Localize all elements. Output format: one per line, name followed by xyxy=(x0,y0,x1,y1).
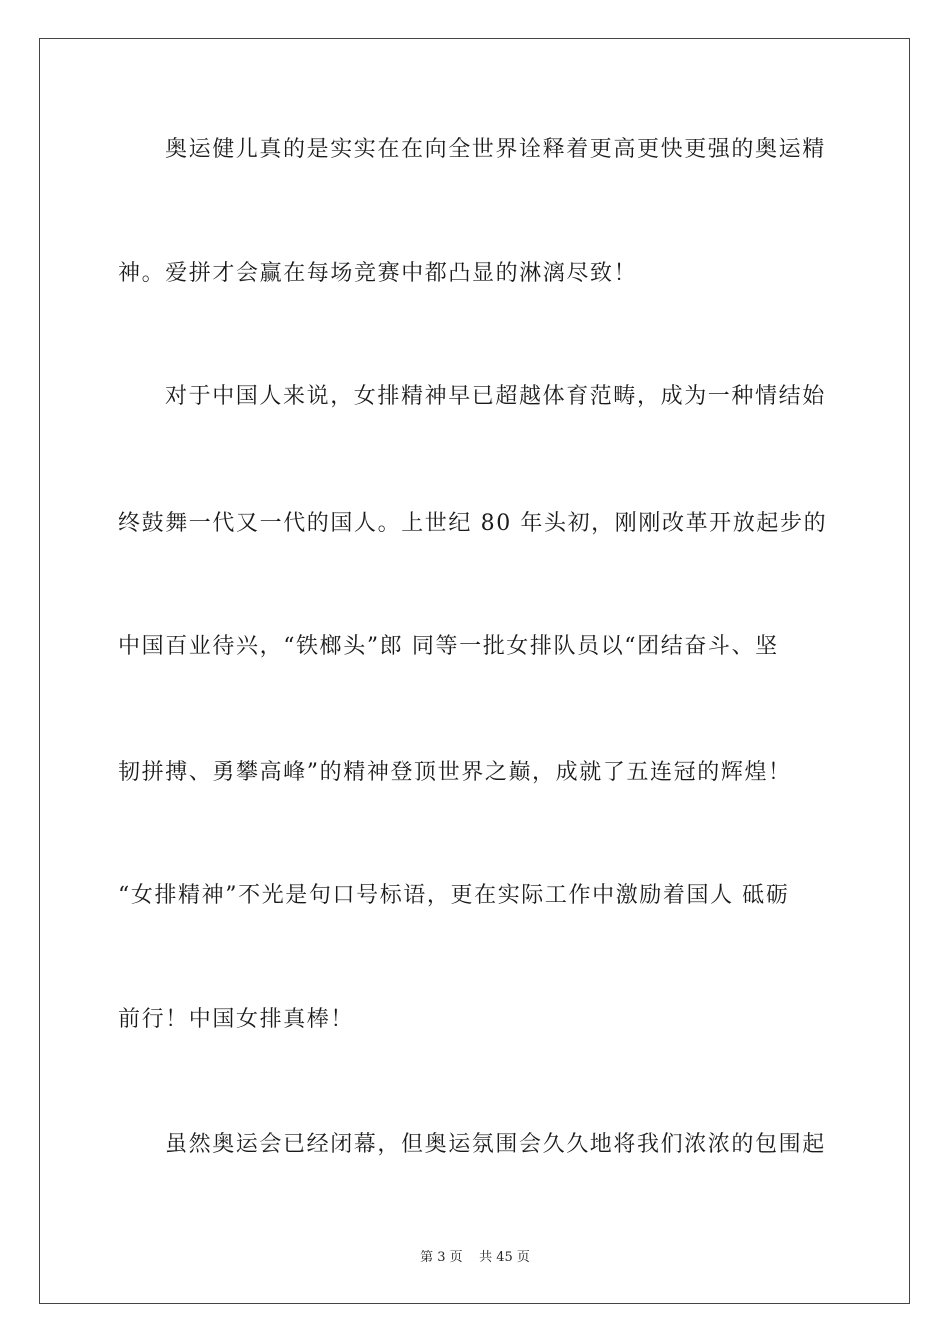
paragraph-line: 奥运健儿真的是实实在在向全世界诠释着更高更快更强的奥运精 xyxy=(165,137,826,162)
paragraph-line: 终鼓舞一代又一代的国人。上世纪 80 年头初，刚刚改革开放起步的 xyxy=(118,511,828,536)
paragraph-line: 对于中国人来说，女排精神早已超越体育范畴，成为一种情结始 xyxy=(165,384,826,409)
paragraph-line: 前行！中国女排真棒！ xyxy=(118,1007,355,1032)
paragraph-line: 韧拼搏、勇攀高峰”的精神登顶世界之巅，成就了五连冠的辉煌！ xyxy=(118,760,792,785)
paragraph-line: 中国百业待兴，“铁榔头”郎 同等一批女排队员以“团结奋斗、坚 xyxy=(118,634,779,659)
paragraph-line: “女排精神”不光是句口号标语，更在实际工作中激励着国人 砥砺 xyxy=(118,883,790,908)
paragraph-line: 虽然奥运会已经闭幕，但奥运氛围会久久地将我们浓浓的包围起 xyxy=(165,1132,826,1157)
page-number-footer: 第 3 页 共 45 页 xyxy=(420,1250,530,1265)
paragraph-line: 神。爱拼才会赢在每场竞赛中都凸显的淋漓尽致！ xyxy=(118,261,638,286)
page-border xyxy=(39,38,910,1304)
